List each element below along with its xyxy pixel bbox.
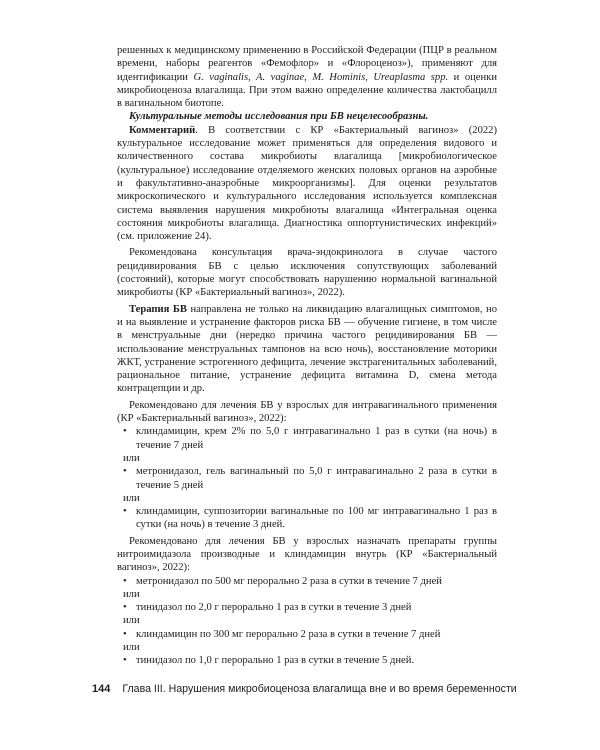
list-item: • метронидазол по 500 мг перорально 2 раза в сутки в течение 7 дней [117,575,497,588]
oral-list [117,575,497,588]
paragraph-intravaginal: Рекомендовано для лечения БВ у взрослых для интравагинального применения (КР «Бактериальный вагиноз», 2022): [117,399,497,425]
running-head: Глава III. Нарушения микробиоценоза влагалища вне и во время беременности [122,683,517,695]
page-footer [92,679,517,699]
list-item: • клиндамицин по 300 мг перорально 2 раза в сутки в течение 7 дней [117,628,497,641]
paragraph-therapy [117,303,497,396]
pcr-text-end: и оценки микробиоценоза влагалища. При этом важно определение количества лактобацилл в вагинальном биотопе. [117,71,497,110]
paragraph-endocrinologist: Рекомендована консультация врача-эндокринолога в случае частого рецидивирования БВ с целью исключения сопутствующих заболеваний (состояний), которые могут способствовать нарушению нормальной вагинальной микробиоты (КР «Бактериальный вагиноз», 2022). [117,247,497,299]
intravaginal-list [117,465,497,492]
list-item: • тинидазол по 2,0 г перорально 1 раз в сутки в течение 3 дней [117,601,497,614]
comment-text: . В соответствии с КР «Бактериальный вагиноз» (2022) культуральное исследование может применяться для определения видового и количественного состава микробиоты влагалища [микробиологическое (культуральное) исследование отделяемого женских половых органов на аэробные и факультативно-анаэробные микроорганизмы]. Для оценки результатов микроскопического и культурального исследования используется комплексная система выявления нарушения микробиоты влагалища «Интегральная оценка состояния микробиоты влагалища. Диагностика оппортунистических инфекций» (см. приложение 24). [117,124,497,243]
or-separator: или [123,588,140,600]
or-separator: или [123,452,140,464]
list-item: • клиндамицин, крем 2% по 5,0 г интравагинально 1 раз в сутки (на ночь) в течение 7 дней [117,425,497,452]
list-item: • клиндамицин, суппозитории вагинальные по 100 мг интравагинально 1 раз в сутки (на ночь) в течение 3 дней. [117,505,497,532]
paragraph-oral: Рекомендовано для лечения БВ у взрослых назначать препараты группы нитроимидазола производные и клиндамицин внутрь (КР «Бактериальный вагиноз», 2022): [117,535,497,574]
page-number: 144 [92,683,111,695]
paragraph-pcr [117,44,497,110]
oral-list [117,601,497,614]
pcr-text: решенных к медицинскому применению в Российской Федерации (ПЦР в реальном времени, наборы реагентов «Фемофлор» и «Флороценоз»), применяют для идентификации [117,45,497,83]
section-heading: Культуральные методы исследования при БВ нецелесообразны. [129,111,429,123]
species-names: G. vaginalis, A. vaginae, M. Hominis, Ureaplasma spp. [193,71,449,83]
oral-list [117,628,497,641]
or-separator: или [123,615,140,627]
therapy-text: направлена не только на ликвидацию влагалищных симптомов, но и на выявление и устранение факторов риска БВ — обучение гигиене, в том числе в менструальные дни (нередко причина частого рецидивирования БВ — использование менструальных тампонов на всю ночь), восстановление моторики ЖКТ, устранение эстрогенного дефицита, лечение экстрагенитальных заболеваний, рациональное питание, устранение дефицита витамина D, смена метода контрацепции и др. [117,303,497,395]
or-separator: или [123,642,140,654]
oral-list [117,654,497,667]
body-text [117,44,497,668]
paragraph-comment [117,124,497,244]
therapy-label: Терапия БВ [129,303,187,315]
intravaginal-list [117,505,497,532]
or-separator: или [123,492,140,504]
list-item: • тинидазол по 1,0 г перорально 1 раз в сутки в течение 5 дней. [117,654,497,667]
intravaginal-list [117,425,497,452]
comment-label: Комментарий [129,124,196,136]
list-item: • метронидазол, гель вагинальный по 5,0 г интравагинально 2 раза в сутки в течение 5 дней [117,465,497,492]
